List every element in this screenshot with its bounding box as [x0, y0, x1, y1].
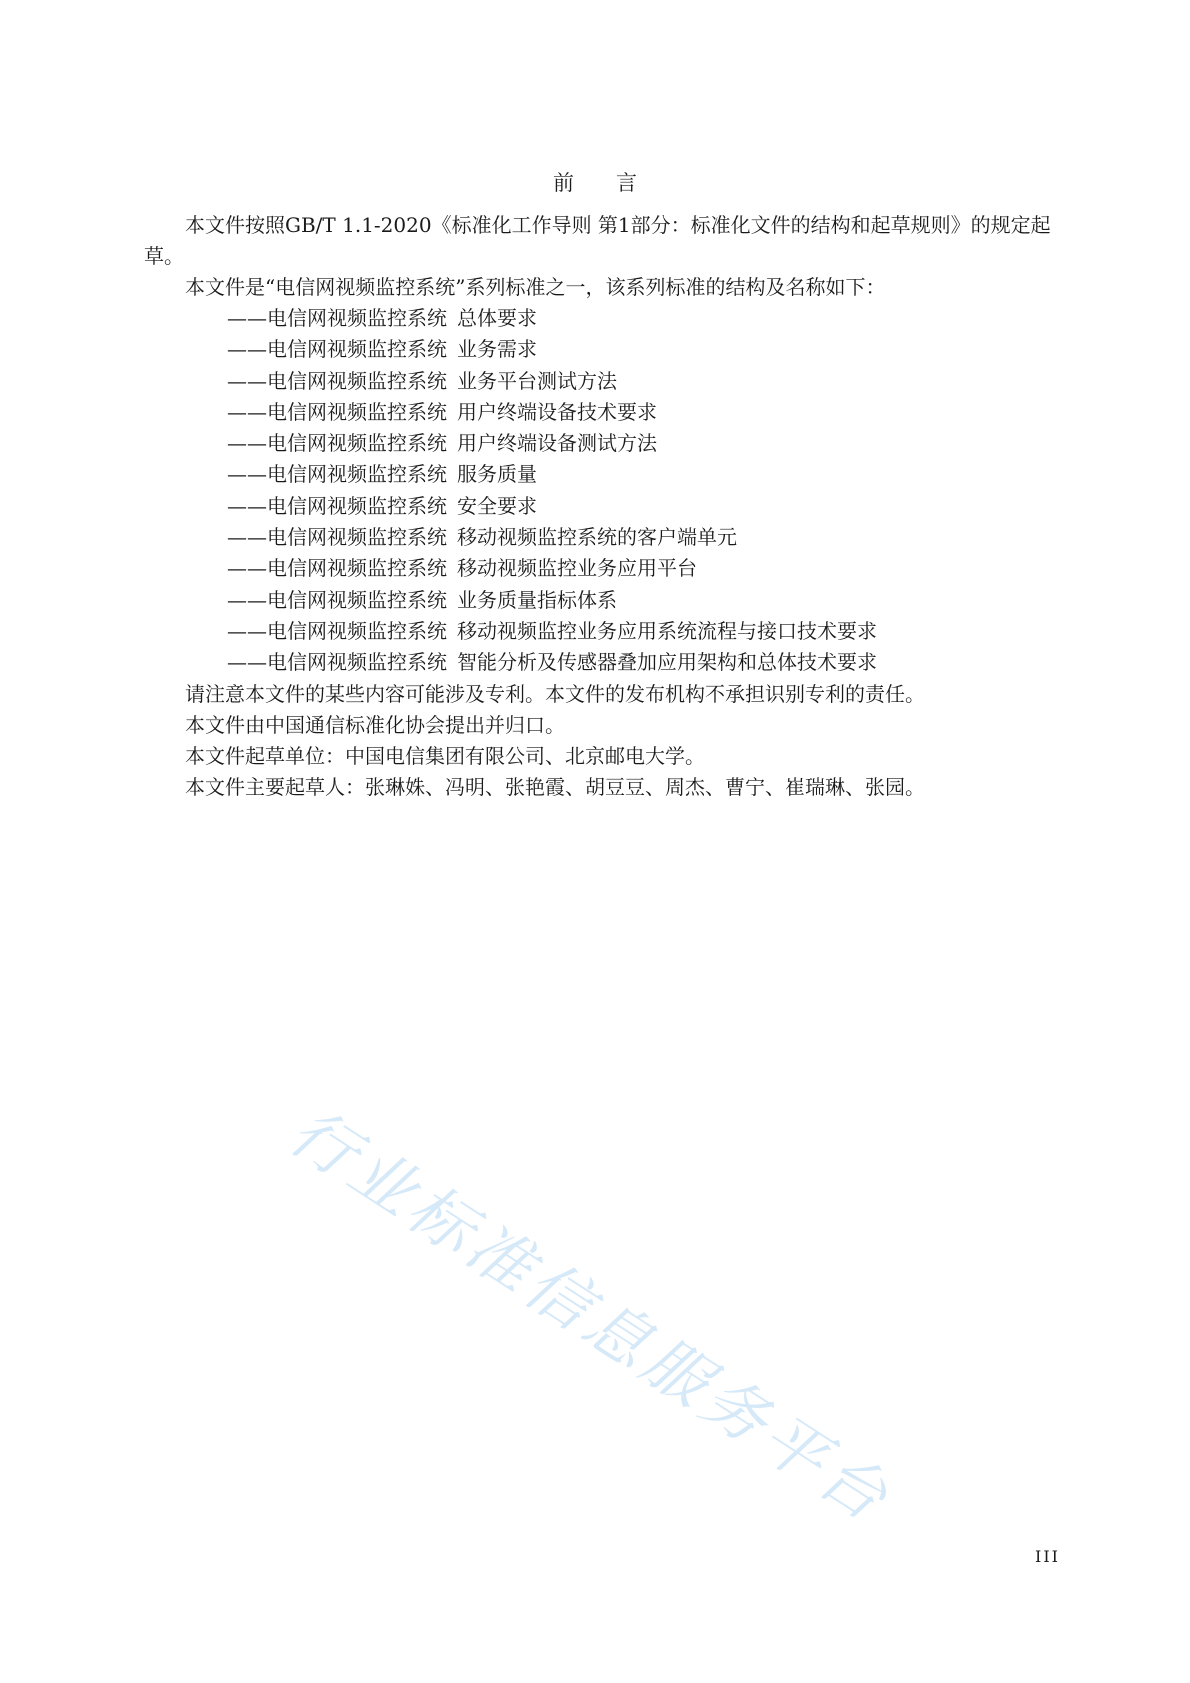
list-item: ——电信网视频监控系统 总体要求: [227, 306, 537, 330]
paragraph-drafters: 本文件主要起草人：张琳姝、冯明、张艳霞、胡豆豆、周杰、曹宁、崔瑞琳、张园。: [185, 774, 925, 799]
paragraph-proposer: 本文件由中国通信标准化协会提出并归口。: [185, 712, 565, 737]
paragraph-drafting-rules: 本文件按照GB/T 1.1-2020《标准化工作导则 第1部分：标准化文件的结构和起草规则》的规定起草。: [144, 213, 1051, 268]
list-item: ——电信网视频监控系统 智能分析及传感器叠加应用架构和总体技术要求: [227, 650, 877, 675]
title-part-1: 前: [553, 171, 574, 195]
watermark: 行业标准信息服务平台: [276, 1095, 904, 1539]
list-item: ——电信网视频监控系统 移动视频监控业务应用平台: [227, 556, 697, 581]
list-item: ——电信网视频监控系统 移动视频监控系统的客户端单元: [227, 525, 737, 550]
list-item: ——电信网视频监控系统 业务质量指标体系: [227, 587, 617, 612]
section-title: [0, 168, 1190, 198]
list-item: ——电信网视频监控系统 业务需求: [227, 337, 537, 362]
title-part-2: 言: [616, 171, 637, 195]
list-item: ——电信网视频监控系统 移动视频监控业务应用系统流程与接口技术要求: [227, 618, 877, 643]
paragraph-drafting-units: 本文件起草单位：中国电信集团有限公司、北京邮电大学。: [185, 743, 705, 768]
list-item: ——电信网视频监控系统 用户终端设备技术要求: [227, 399, 657, 424]
foreword-body: [144, 210, 1084, 803]
list-item: ——电信网视频监控系统 业务平台测试方法: [227, 368, 617, 393]
list-item: ——电信网视频监控系统 用户终端设备测试方法: [227, 431, 657, 456]
series-standards-list: [144, 303, 1084, 679]
list-item: ——电信网视频监控系统 服务质量: [227, 462, 537, 487]
paragraph-patent-notice: 请注意本文件的某些内容可能涉及专利。本文件的发布机构不承担识别专利的责任。: [185, 681, 925, 706]
paragraph-series-intro: 本文件是“电信网视频监控系统”系列标准之一，该系列标准的结构及名称如下：: [185, 275, 886, 299]
list-item: ——电信网视频监控系统 安全要求: [227, 493, 537, 518]
page-number: III: [1035, 1547, 1060, 1566]
